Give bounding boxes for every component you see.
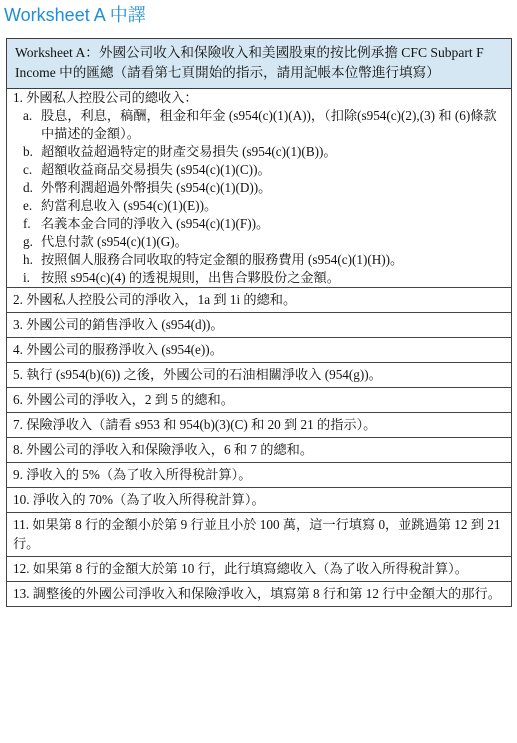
line-1e — [13, 197, 505, 215]
worksheet-row-line-7 — [7, 413, 512, 438]
line-6-text: 6. 外國公司的淨收入，2 到 5 的總和。 — [7, 388, 512, 413]
line-1h-text: 按照個人服務合同收取的特定金額的服務費用 (s954(c)(1)(H))。 — [41, 252, 404, 267]
worksheet-table — [6, 38, 512, 607]
line-8-text: 8. 外國公司的淨收入和保險淨收入，6 和 7 的總和。 — [7, 438, 512, 463]
line-1c — [13, 161, 505, 179]
worksheet-row-line-5 — [7, 363, 512, 388]
worksheet-row-line-6 — [7, 388, 512, 413]
line-1c-letter: c. — [23, 162, 33, 177]
line-1i — [13, 269, 505, 287]
worksheet-row-line-9 — [7, 463, 512, 488]
worksheet-header-row — [7, 39, 512, 89]
line-2-text: 2. 外國私人控股公司的淨收入，1a 到 1i 的總和。 — [7, 288, 512, 313]
line-1e-text: 約當利息收入 (s954(c)(1)(E))。 — [41, 198, 218, 213]
line-1d-letter: d. — [23, 180, 33, 195]
line-1a — [13, 107, 505, 143]
worksheet-row-line-8 — [7, 438, 512, 463]
line-3-text: 3. 外國公司的銷售淨收入 (s954(d))。 — [7, 313, 512, 338]
worksheet-row-line-1 — [7, 89, 512, 288]
line-1b-text: 超額收益超過特定的財產交易損失 (s954(c)(1)(B))。 — [41, 144, 337, 159]
line-1h — [13, 251, 505, 269]
page-title: Worksheet A 中譯 — [4, 5, 146, 25]
line-1c-text: 超額收益商品交易損失 (s954(c)(1)(C))。 — [41, 162, 271, 177]
line-1-label: 1. 外國私人控股公司的總收入： — [13, 90, 198, 105]
line-1h-letter: h. — [23, 252, 33, 267]
line-1i-letter: i. — [23, 270, 30, 285]
line-13-text: 13. 調整後的外國公司淨收入和保險淨收入，填寫第 8 行和第 12 行中金額大的那行。 — [7, 582, 512, 607]
line-1f-text: 名義本金合同的淨收入 (s954(c)(1)(F))。 — [41, 216, 270, 231]
line-1g-letter: g. — [23, 234, 33, 249]
line-1a-letter: a. — [23, 108, 33, 123]
worksheet-header: Worksheet A：外國公司收入和保險收入和美國股東的按比例承擔 CFC Subpart F Income 中的匯總（請看第七頁開始的指示，請用記帳本位幣進行填寫） — [7, 39, 512, 89]
line-1b-letter: b. — [23, 144, 33, 159]
line-9-text: 9. 淨收入的 5%（為了收入所得稅計算）。 — [7, 463, 512, 488]
line-1a-text: 股息，利息，稿酬，租金和年金 (s954(c)(1)(A))，（扣除(s954(c)(2),(3) 和 (6)條款中描述的金額）。 — [41, 108, 497, 141]
worksheet-row-line-12 — [7, 557, 512, 582]
line-4-text: 4. 外國公司的服務淨收入 (s954(e))。 — [7, 338, 512, 363]
worksheet-row-line-3 — [7, 313, 512, 338]
worksheet-row-line-4 — [7, 338, 512, 363]
line-1b — [13, 143, 505, 161]
line-1-cell — [7, 89, 512, 288]
line-1f — [13, 215, 505, 233]
line-7-text: 7. 保險淨收入（請看 s953 和 954(b)(3)(C) 和 20 到 21 的指示）。 — [7, 413, 512, 438]
line-10-text: 10. 淨收入的 70%（為了收入所得稅計算）。 — [7, 488, 512, 513]
line-1g-text: 代息付款 (s954(c)(1)(G)。 — [41, 234, 188, 249]
worksheet-row-line-10 — [7, 488, 512, 513]
line-1f-letter: f. — [23, 216, 31, 231]
line-11-text: 11. 如果第 8 行的金額小於第 9 行並且小於 100 萬，這一行填寫 0，並跳過第 12 到 21 行。 — [7, 513, 512, 557]
worksheet-row-line-13 — [7, 582, 512, 607]
line-1d — [13, 179, 505, 197]
line-1g — [13, 233, 505, 251]
worksheet-row-line-11 — [7, 513, 512, 557]
line-1e-letter: e. — [23, 198, 33, 213]
line-5-text: 5. 執行 (s954(b)(6)) 之後，外國公司的石油相關淨收入 (954(g))。 — [7, 363, 512, 388]
line-1i-text: 按照 s954(c)(4) 的透視規則，出售合夥股份之金額。 — [41, 270, 340, 285]
line-1d-text: 外幣利潤超過外幣損失 (s954(c)(1)(D))。 — [41, 180, 272, 195]
line-12-text: 12. 如果第 8 行的金額大於第 10 行，此行填寫總收入（為了收入所得稅計算）。 — [7, 557, 512, 582]
worksheet-row-line-2 — [7, 288, 512, 313]
